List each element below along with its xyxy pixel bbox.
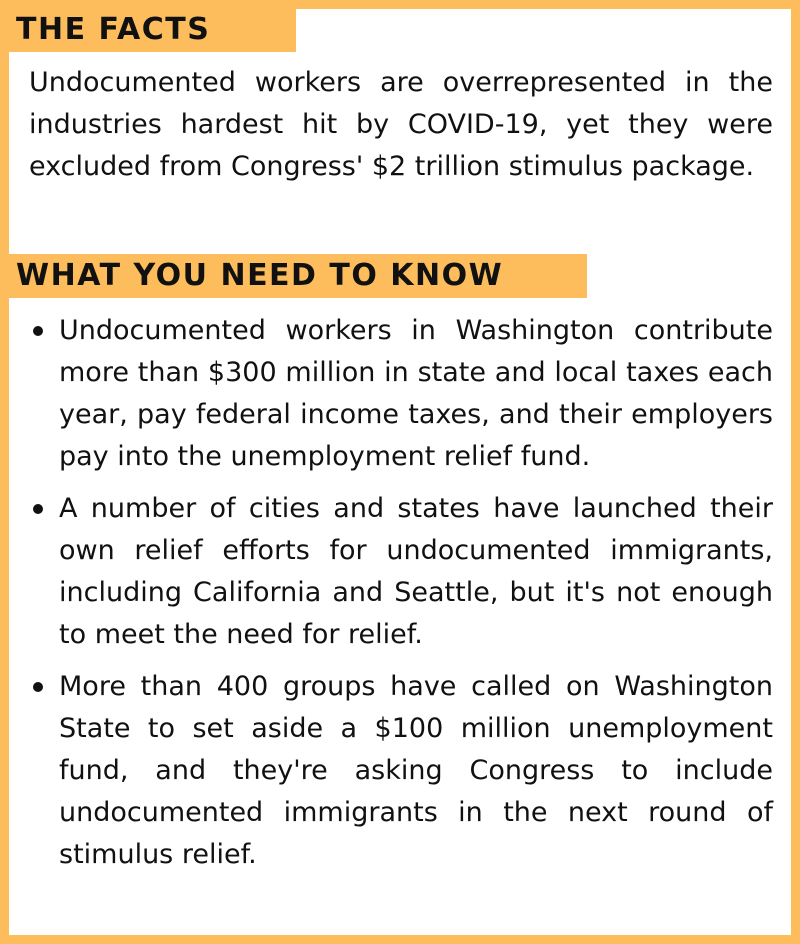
list-item-text: Undocumented workers in Washington contribute more than $300 million in state and local taxes each year, pay federal income taxes, and their employers pay into the unemployment relief fund. [59, 315, 773, 472]
list-item [29, 310, 773, 478]
bullet-icon [33, 504, 43, 514]
list-item-text: More than 400 groups have called on Washington State to set aside a $100 million unemployment fund, and they're asking Congress to include undocumented immigrants in the next round of stimulus relief. [59, 671, 773, 870]
bullet-icon [33, 326, 43, 336]
list-item-text: A number of cities and states have launched their own relief efforts for undocumented immigrants, including California and Seattle, but it's not enough to meet the need for relief. [59, 493, 773, 650]
facts-heading: THE FACTS [0, 8, 296, 52]
list-item [29, 666, 773, 876]
know-heading: WHAT YOU NEED TO KNOW [0, 254, 587, 298]
list-item [29, 488, 773, 656]
know-list [29, 310, 773, 886]
facts-paragraph: Undocumented workers are overrepresented in the industries hardest hit by COVID-19, yet they were excluded from Congress' $2 trillion stimulus package. [29, 67, 773, 182]
bullet-icon [33, 682, 43, 692]
